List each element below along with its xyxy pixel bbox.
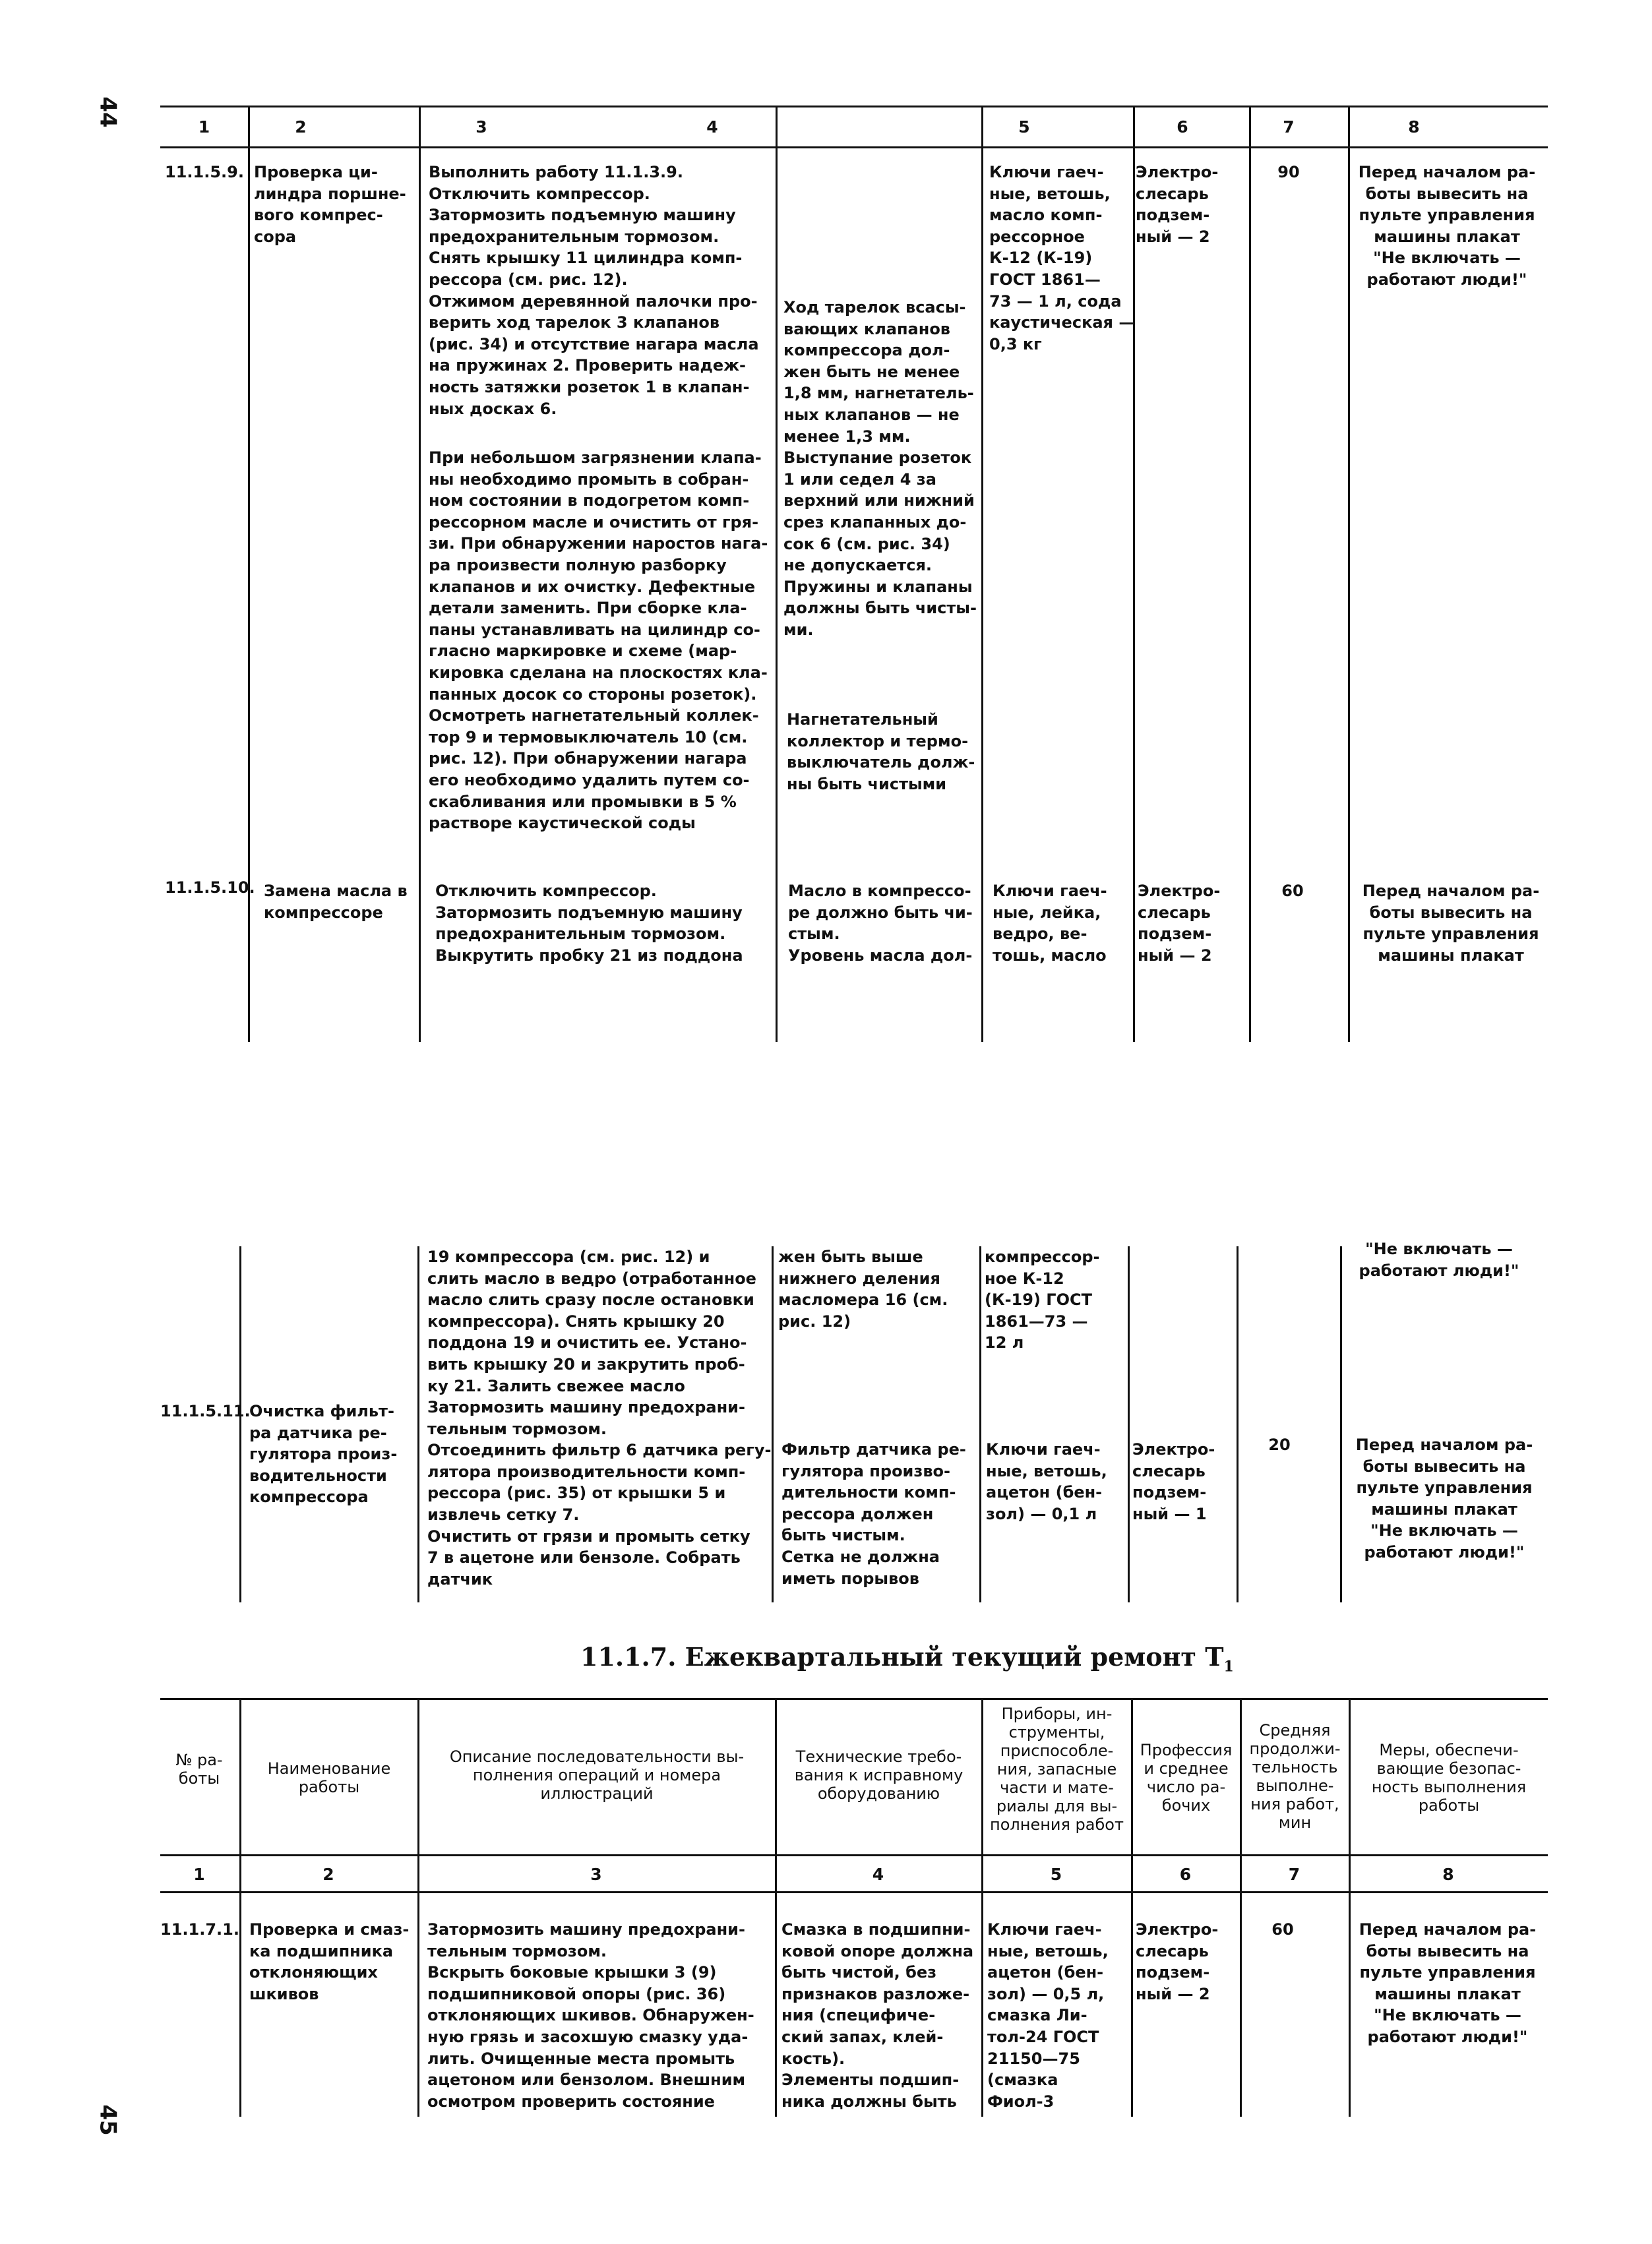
technical-requirements: жен быть выше нижнего деления масломера 16 (см. рис. 12) xyxy=(778,1248,948,1331)
column-header-profession: Профессия и среднее число ра- бочих xyxy=(1140,1741,1233,1815)
tools-materials: Ключи гаеч- ные, лейка, ведро, ве- тошь, масло xyxy=(993,882,1107,965)
column-number: 3 xyxy=(590,1865,602,1884)
technical-requirements: Масло в компрессо- ре должно быть чи- стым. Уровень масла дол- xyxy=(788,882,973,965)
operation-description: Отключить компрессор. Затормозить подъемную машину предохранительным тормозом. Выкрутить пробку 21 из поддона xyxy=(435,882,743,965)
column-number: 4 xyxy=(872,1865,884,1884)
safety-measures: Перед началом ра- боты вывесить на пульте управления машины плакат "Не включать — работают люди!" xyxy=(1355,1436,1533,1562)
column-number: 2 xyxy=(322,1865,334,1884)
column-rule xyxy=(417,1246,419,1602)
technical-requirements: Ход тарелок всасы- вающих клапанов компрессора дол- жен быть не менее 1,8 мм, нагнетатель- ных клапанов — не менее 1,3 мм. Выступание розеток 1 или седел 4 за верхний или нижний срез клапанных до- сок 6 (см. рис. 34) не допускается. Пружины и клапаны должны быть чисты- ми. xyxy=(783,298,977,639)
tools-materials: Ключи гаеч- ные, ветошь, ацетон (бен- зол) — 0,5 л, смазка Ли- тол-24 ГОСТ 21150—75 (смазка Фиол-3 xyxy=(987,1920,1109,2111)
page-number-bottom: 45 xyxy=(94,2104,121,2136)
operation-description-cont: При небольшом загрязнении клапа- ны необходимо промыть в собран- ном состоянии в подогретом комп- рессорном масле и очистить от гря- зи. При обнаружении наростов нага- ра произвести полную разборку клапанов и их очистку. Дефектные детали заменить. При сборке кла- паны устанавливать на цилиндр со- гласно маркировке и схеме (мар- кировка сделана на плоскостях кла- панных досок со стороны розеток). Осмотреть нагнетательный коллек- тор 9 и термовыключатель 10 (см. рис. 12). При обнаружении нагара его необходимо удалить путем со- скабливания или промывки в 5 % растворе каустической соды xyxy=(429,448,768,833)
column-number: 8 xyxy=(1442,1865,1454,1884)
column-rule xyxy=(979,1246,981,1602)
duration: 60 xyxy=(1271,1920,1294,1939)
column-number: 2 xyxy=(295,117,307,136)
technical-requirements: Смазка в подшипни- ковой опоре должна быть чистой, без признаков разложе- ния (специфиче- ский запах, клей- кость). Элементы подшип- ника должны быть xyxy=(781,1920,974,2111)
column-rule xyxy=(1340,1246,1342,1602)
column-number: 8 xyxy=(1408,117,1420,136)
work-name: Проверка ци- линдра поршне- вого компрес- сора xyxy=(254,163,406,246)
column-number: 1 xyxy=(193,1865,205,1884)
column-rule xyxy=(419,106,421,1042)
row-number: 11.1.5.11. xyxy=(160,1402,251,1420)
work-name: Проверка и смаз- ка подшипника отклоняющих шкивов xyxy=(249,1920,410,2003)
column-rule xyxy=(1249,106,1251,1042)
table-rule xyxy=(160,106,1548,107)
column-header-name: Наименование работы xyxy=(267,1759,391,1796)
column-number: 7 xyxy=(1288,1865,1300,1884)
profession: Электро- слесарь подзем- ный — 2 xyxy=(1138,882,1221,965)
duration: 60 xyxy=(1281,882,1304,900)
column-number: 7 xyxy=(1283,117,1295,136)
column-header-safety: Меры, обеспечи- вающие безопас- ность выполнения работы xyxy=(1371,1741,1527,1815)
column-number: 5 xyxy=(1018,117,1030,136)
column-rule xyxy=(1237,1246,1239,1602)
row-number: 11.1.5.10. xyxy=(165,878,255,897)
profession: Электро- слесарь подзем- ный — 1 xyxy=(1132,1440,1215,1523)
row-number: 11.1.7.1. xyxy=(160,1920,239,1939)
profession: Электро- слесарь подзем- ный — 2 xyxy=(1136,1920,1219,2003)
operation-description: 19 компрессора (см. рис. 12) и слить масло в ведро (отработанное масло слить сразу после остановки компрессора). Снять крышку 20 поддона 19 и очистить ее. Устано- вить крышку 20 и закрутить проб- ку 21. Залить свежее масло xyxy=(427,1248,756,1395)
column-number: 3 xyxy=(475,117,487,136)
table-rule xyxy=(160,1698,1548,1700)
technical-requirements: Фильтр датчика ре- гулятора произво- дительности комп- рессора должен быть чистым. Сетка не должна иметь порывов xyxy=(781,1440,966,1588)
duration: 90 xyxy=(1277,163,1300,181)
column-rule xyxy=(1128,1246,1130,1602)
section-heading-subscript: 1 xyxy=(1223,1658,1234,1676)
column-header-duration: Средняя продолжи- тельность выполне- ния работ, мин xyxy=(1249,1721,1341,1832)
safety-measures: "Не включать — работают люди!" xyxy=(1359,1240,1519,1280)
section-heading xyxy=(580,1642,1234,1676)
operation-description: Выполнить работу 11.1.3.9. Отключить компрессор. Затормозить подъемную машину предохранительным тормозом. Снять крышку 11 цилиндра комп- рессора (см. рис. 12). Отжимом деревянной палочки про- верить ход тарелок 3 клапанов (рис. 34) и отсутствие нагара масла на пружинах 2. Проверить надеж- ность затяжки розеток 1 в клапан- ных досках 6. xyxy=(429,163,759,418)
work-name: Замена масла в компрессоре xyxy=(264,882,408,922)
table-rule xyxy=(160,1854,1548,1856)
safety-measures: Перед началом ра- боты вывесить на пульте управления машины плакат xyxy=(1362,882,1540,965)
duration: 20 xyxy=(1268,1436,1291,1454)
safety-measures: Перед началом ра- боты вывесить на пульте управления машины плакат "Не включать — работают люди!" xyxy=(1358,163,1536,289)
column-rule xyxy=(772,1246,774,1602)
column-number: 5 xyxy=(1050,1865,1062,1884)
section-heading-text: 11.1.7. Ежеквартальный текущий ремонт Т xyxy=(580,1642,1224,1672)
column-number: 6 xyxy=(1179,1865,1192,1884)
work-name: Очистка фильт- ра датчика ре- гулятора произ- водительности компрессора xyxy=(249,1402,398,1507)
tools-materials: Ключи гаеч- ные, ветошь, масло комп- рессорное К-12 (К-19) ГОСТ 1861— 73 — 1 л, сода каустическая — 0,3 кг xyxy=(989,163,1135,353)
profession: Электро- слесарь подзем- ный — 2 xyxy=(1136,163,1219,246)
column-header-tools: Приборы, ин- струменты, приспособле- ния, запасные части и мате- риалы для вы- полнения работ xyxy=(990,1705,1124,1834)
column-number: 6 xyxy=(1177,117,1188,136)
column-number: 4 xyxy=(706,117,718,136)
column-rule xyxy=(776,106,778,1042)
table-rule xyxy=(160,146,1548,148)
column-rule xyxy=(248,106,250,1042)
column-rule xyxy=(239,1246,241,1602)
column-number: 1 xyxy=(198,117,210,136)
technical-requirements-cont: Нагнетательный коллектор и термо- выключатель долж- ны быть чистыми xyxy=(787,710,975,793)
row-number: 11.1.5.9. xyxy=(165,163,244,181)
column-header-requirements: Технические требо- вания к исправному оборудованию xyxy=(794,1747,964,1803)
column-header-description: Описание последовательности вы- полнения операций и номера иллюстраций xyxy=(449,1747,745,1803)
safety-measures: Перед началом ра- боты вывесить на пульте управления машины плакат "Не включать — работают люди!" xyxy=(1359,1920,1537,2046)
column-rule xyxy=(981,106,983,1042)
column-header-no: № ра- боты xyxy=(175,1751,223,1788)
tools-materials: Ключи гаеч- ные, ветошь, ацетон (бен- зол) — 0,1 л xyxy=(986,1440,1107,1523)
table-rule xyxy=(160,1891,1548,1893)
operation-description: Затормозить машину предохрани- тельным тормозом. Отсоединить фильтр 6 датчика регу- лятора производительности комп- рессора (рис. 35) от крышки 5 и извлечь сетку 7. Очистить от грязи и промыть сетку 7 в ацетоне или бензоле. Собрать датчик xyxy=(427,1398,772,1589)
tools-materials: компрессор- ное К-12 (К-19) ГОСТ 1861—73 — 12 л xyxy=(985,1248,1100,1352)
operation-description: Затормозить машину предохрани- тельным тормозом. Вскрыть боковые крышки 3 (9) подшипниковой опоры (рис. 36) отклоняющих шкивов. Обнаружен- ную грязь и засохшую смазку уда- лить. Очищенные места промыть ацетоном или бензолом. Внешним осмотром проверить состояние xyxy=(427,1920,754,2111)
page-number-top: 44 xyxy=(94,96,121,128)
